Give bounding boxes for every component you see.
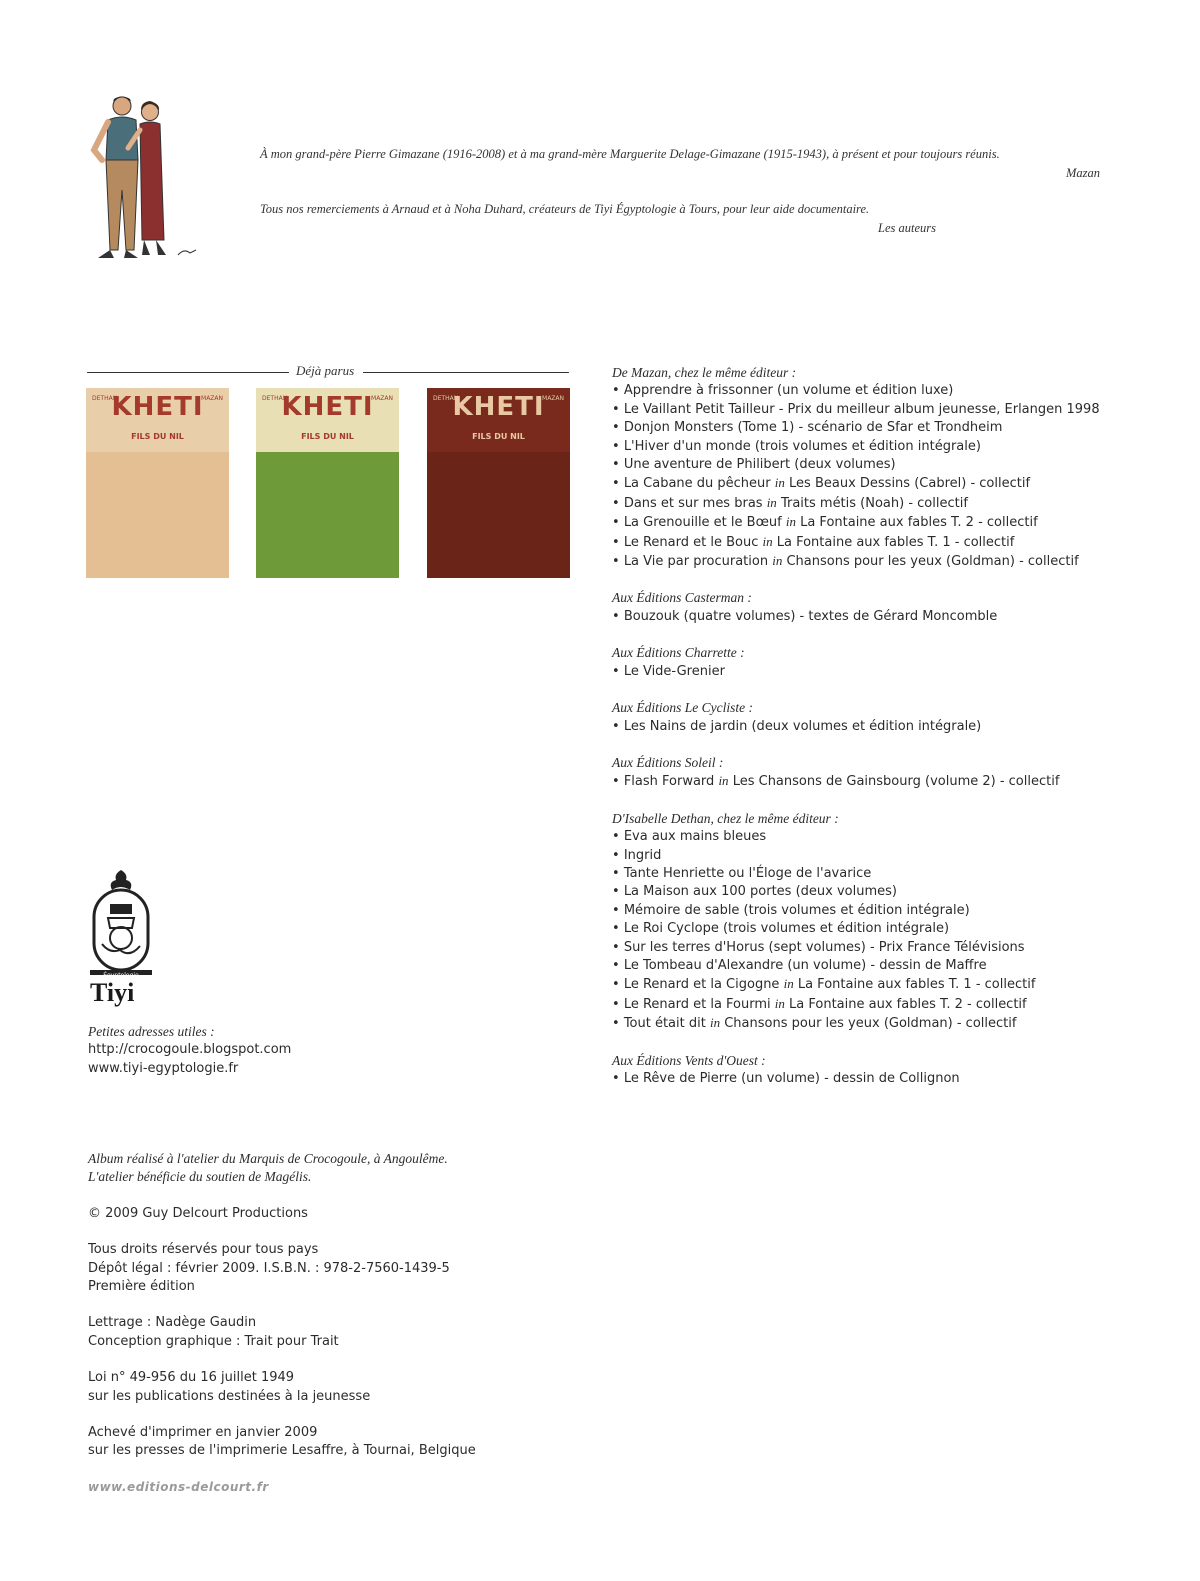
cover-author-right: MAZAN (201, 395, 223, 402)
bibliography-heading: Aux Éditions Le Cycliste : (612, 700, 753, 716)
bibliography-item: • Une aventure de Philibert (deux volumes) (612, 456, 1152, 474)
bibliography-item: • Mémoire de sable (trois volumes et édition intégrale) (612, 902, 1152, 920)
cover-tome-1[interactable] (86, 388, 229, 578)
graphic-design: Conception graphique : Trait pour Trait (88, 1333, 339, 1349)
dedication-text-2: Tous nos remerciements à Arnaud et à Noha Duhard, créateurs de Tiyi Égyptologie à Tours, pour leur aide documentaire. (260, 202, 870, 216)
bibliography-item: • La Cabane du pêcheur in Les Beaux Dessins (Cabrel) - collectif (612, 474, 1152, 493)
bibliography-item: • Apprendre à frissonner (un volume et édition luxe) (612, 382, 1152, 400)
deja-parus-rule-left (87, 372, 289, 373)
bibliography-item: • Les Nains de jardin (deux volumes et édition intégrale) (612, 718, 1152, 736)
dedication-mazan (260, 145, 1100, 183)
credits (88, 1150, 688, 1461)
bibliography-item: • Le Vaillant Petit Tailleur - Prix du meilleur album jeunesse, Erlangen 1998 (612, 401, 1152, 419)
deja-parus-label: Déjà parus (296, 363, 355, 378)
printed-line-2: sur les presses de l'imprimerie Lesaffre, à Tournai, Belgique (88, 1443, 476, 1459)
cover-title: KHETI (452, 392, 545, 422)
bibliography-item: • Le Roi Cyclope (trois volumes et édition intégrale) (612, 920, 1152, 938)
tiyi-logo (86, 868, 156, 1010)
copyright: © 2009 Guy Delcourt Productions (88, 1205, 308, 1221)
bibliography-heading: Aux Éditions Charrette : (612, 645, 745, 661)
tiyi-small-label: Égyptologie (103, 972, 139, 979)
bibliography-item: • Tante Henriette ou l'Éloge de l'avarice (612, 865, 1152, 883)
couple-illustration (80, 90, 210, 270)
bibliography-item: • L'Hiver d'un monde (trois volumes et édition intégrale) (612, 438, 1152, 456)
bibliography-item: • La Vie par procuration in Chansons pour les yeux (Goldman) - collectif (612, 552, 1152, 571)
publisher-website[interactable]: www.editions-delcourt.fr (88, 1480, 269, 1494)
dedication-signature-mazan: Mazan (1065, 166, 1100, 180)
legal-deposit: Dépôt légal : février 2009. I.S.B.N. : 978-2-7560-1439-5 (88, 1260, 450, 1276)
bibliography-heading: Aux Éditions Vents d'Ouest : (612, 1052, 766, 1068)
deja-parus-rule-right (363, 372, 569, 373)
bibliography-item: • Sur les terres d'Horus (sept volumes) - Prix France Télévisions (612, 939, 1152, 957)
cover-tome-3[interactable] (427, 388, 570, 578)
bibliography-item: • Le Renard et la Cigogne in La Fontaine aux fables T. 1 - collectif (612, 975, 1152, 994)
cover-title: KHETI (111, 392, 204, 422)
law-line-2: sur les publications destinées à la jeunesse (88, 1388, 371, 1404)
bibliography-item: • Flash Forward in Les Chansons de Gainsbourg (volume 2) - collectif (612, 772, 1152, 791)
cover-subtitle: FILS DU NIL (131, 432, 184, 441)
bibliography-item: • La Grenouille et le Bœuf in La Fontaine aux fables T. 2 - collectif (612, 513, 1152, 532)
cover-author-left: DETHAN (262, 395, 288, 402)
bibliography-heading: De Mazan, chez le même éditeur : (612, 365, 797, 380)
links-heading: Petites adresses utiles : (88, 1024, 215, 1039)
bibliography-item: • Dans et sur mes bras in Traits métis (Noah) - collectif (612, 494, 1152, 513)
couple-drawing-icon (80, 90, 210, 270)
useful-links (88, 1023, 291, 1078)
printed-line-1: Achevé d'imprimer en janvier 2009 (88, 1425, 318, 1441)
bibliography-heading: Aux Éditions Soleil : (612, 754, 724, 770)
bibliography-item: • Eva aux mains bleues (612, 828, 1152, 846)
cover-tome-2[interactable] (256, 388, 399, 578)
law-line-1: Loi n° 49-956 du 16 juillet 1949 (88, 1370, 295, 1386)
bibliography-item: • Tout était dit in Chansons pour les yeux (Goldman) - collectif (612, 1014, 1152, 1033)
lettering: Lettrage : Nadège Gaudin (88, 1315, 257, 1331)
bibliography (612, 364, 1152, 1088)
cover-author-left: DETHAN (433, 395, 459, 402)
cartouche-icon (86, 868, 156, 980)
edition: Première édition (88, 1279, 195, 1295)
dedication-signature-authors: Les auteurs (878, 221, 936, 235)
tiyi-wordmark: Tiyi (90, 978, 135, 1007)
bibliography-item: • Le Renard et le Bouc in La Fontaine aux fables T. 1 - collectif (612, 533, 1152, 552)
bibliography-item: • Le Vide-Grenier (612, 663, 1152, 681)
bibliography-item: • La Maison aux 100 portes (deux volumes) (612, 883, 1152, 901)
bibliography-item: • Bouzouk (quatre volumes) - textes de Gérard Moncomble (612, 608, 1152, 626)
bibliography-item: • Le Rêve de Pierre (un volume) - dessin de Collignon (612, 1070, 1152, 1088)
rights-line-1: Tous droits réservés pour tous pays (88, 1242, 319, 1258)
cover-author-right: MAZAN (542, 395, 564, 402)
cover-author-right: MAZAN (371, 395, 393, 402)
cover-author-left: DETHAN (92, 395, 118, 402)
bibliography-item: • Ingrid (612, 847, 1152, 865)
bibliography-heading: D'Isabelle Dethan, chez le même éditeur : (612, 810, 839, 826)
atelier-line-1: Album réalisé à l'atelier du Marquis de Crocogoule, à Angoulême. (88, 1151, 448, 1166)
atelier-line-2: L'atelier bénéficie du soutien de Magélis. (88, 1169, 312, 1185)
cover-subtitle: FILS DU NIL (472, 432, 525, 441)
bibliography-item: • Le Tombeau d'Alexandre (un volume) - dessin de Maffre (612, 957, 1152, 975)
bibliography-item: • Le Renard et la Fourmi in La Fontaine aux fables T. 2 - collectif (612, 995, 1152, 1014)
cover-subtitle: FILS DU NIL (301, 432, 354, 441)
link-tiyi[interactable]: www.tiyi-egyptologie.fr (88, 1060, 239, 1076)
bibliography-item: • Donjon Monsters (Tome 1) - scénario de Sfar et Trondheim (612, 419, 1152, 437)
bibliography-heading: Aux Éditions Casterman : (612, 590, 752, 606)
link-crocogoule[interactable]: http://crocogoule.blogspot.com (88, 1042, 292, 1058)
dedication-text-1: À mon grand-père Pierre Gimazane (1916-2008) et à ma grand-mère Marguerite Delage-Gimazane (1915-1943), à présent et pour toujours réunis. (260, 147, 1000, 161)
dedication-thanks (260, 200, 936, 238)
cover-title: KHETI (281, 392, 374, 422)
